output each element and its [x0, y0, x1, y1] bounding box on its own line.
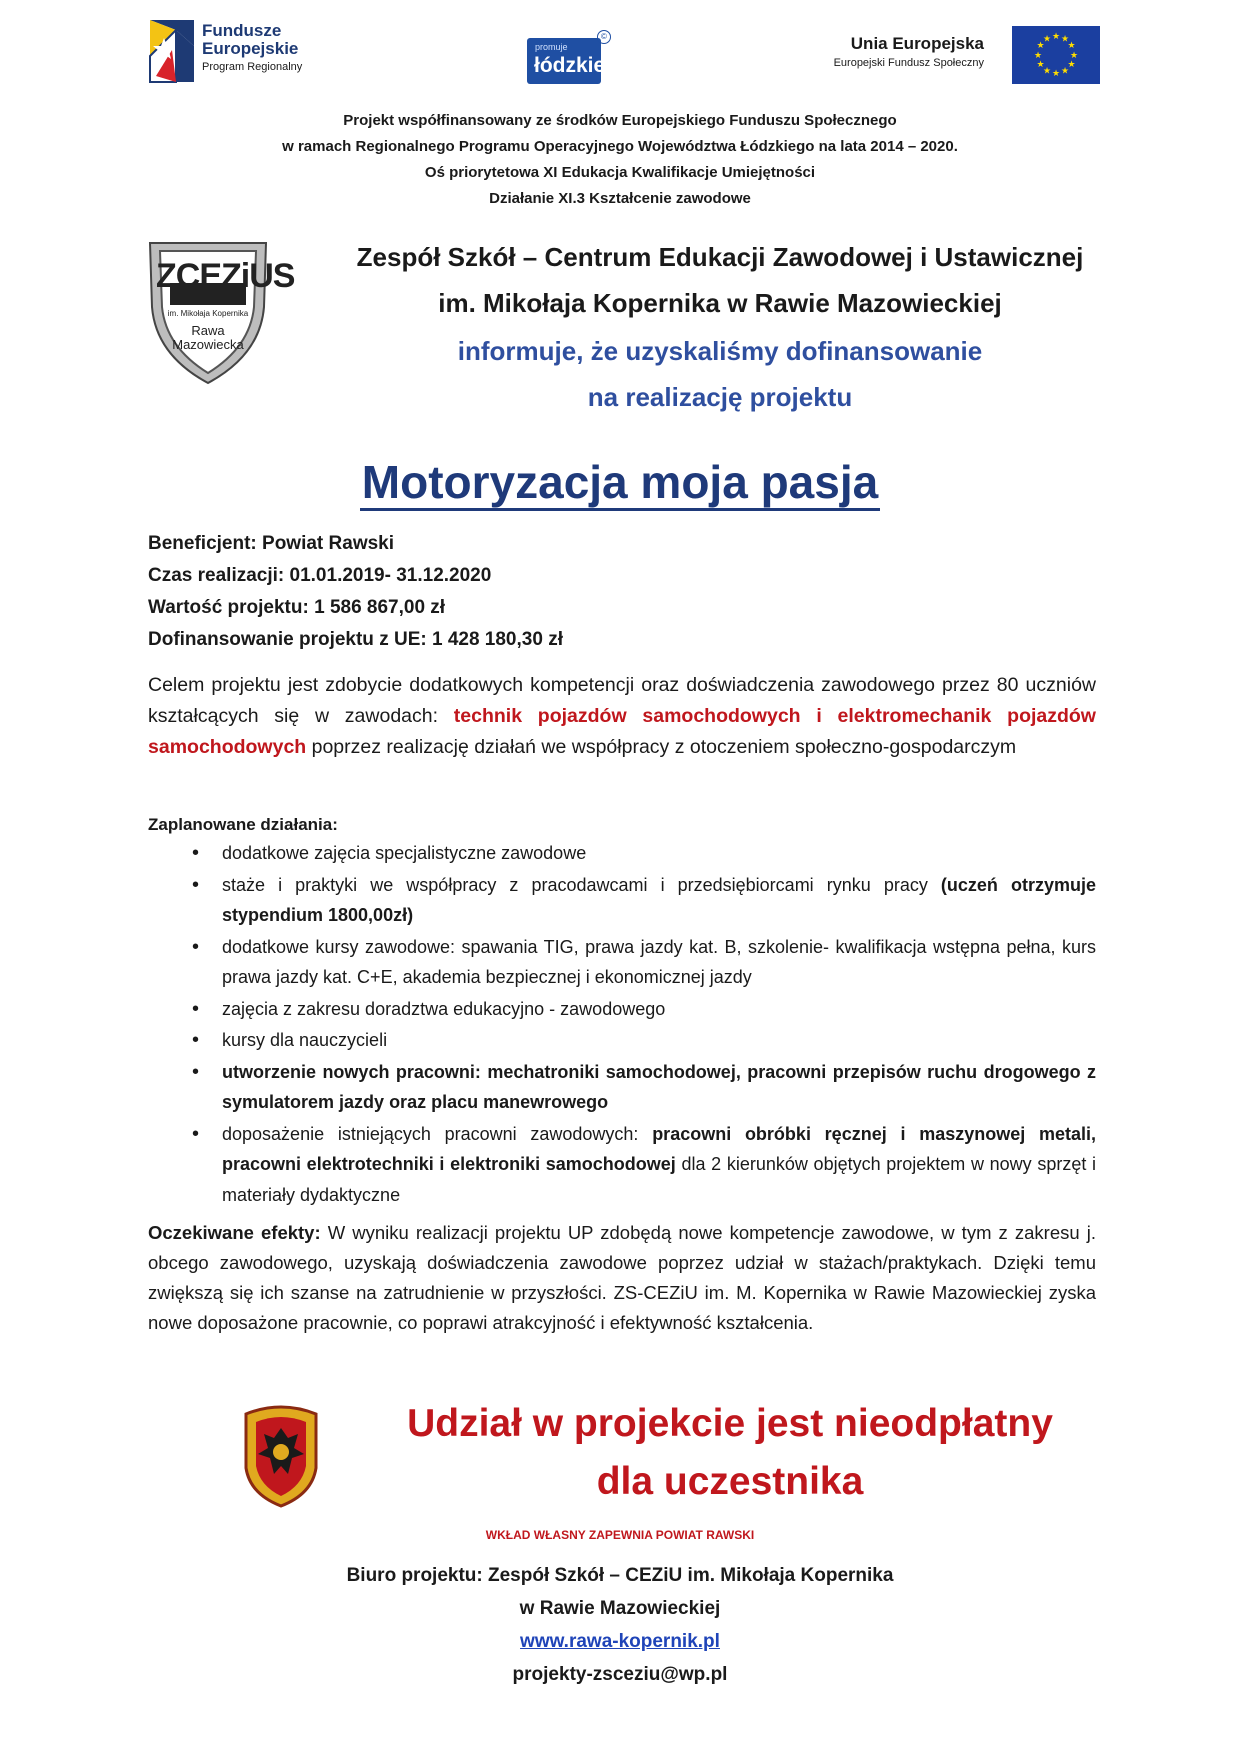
activity-1: dodatkowe zajęcia specjalistyczne zawodowe [222, 843, 587, 863]
school-logo-subtitle: im. Mikołaja Kopernika [167, 309, 249, 318]
list-item [148, 870, 1096, 931]
expected-effects-paragraph [148, 1218, 1096, 1338]
coat-of-arms-icon [236, 1398, 326, 1510]
lodzkie-badge [527, 38, 606, 84]
goal-text-2: poprzez realizację działań we współpracy z otoczeniem społeczno-gospodarczym [306, 736, 1017, 758]
contact-email: projekty-zsceziu@wp.pl [512, 1664, 728, 1685]
activities-list [148, 838, 1096, 1211]
school-name-line-2: im. Mikołaja Kopernika w Rawie Mazowieckiej [438, 288, 1002, 318]
implementation-period: Czas realizacji: 01.01.2019- 31.12.2020 [148, 565, 492, 586]
svg-text:★: ★ [1042, 66, 1052, 77]
office-line-2: w Rawie Mazowieckiej [519, 1598, 721, 1619]
unia-europejska-logo [800, 26, 1100, 86]
office-line-1: Biuro projektu: Zespół Szkół – CEZiU im. Mikołaja Kopernika [346, 1565, 894, 1586]
project-goal-paragraph [148, 670, 1096, 763]
project-info-line-1: Projekt współfinansowany ze środków Europejskiego Funduszu Społecznego [343, 112, 897, 129]
svg-text:★: ★ [1060, 66, 1070, 77]
svg-text:★: ★ [1036, 41, 1045, 51]
project-value: Wartość projektu: 1 586 867,00 zł [148, 597, 446, 618]
project-info-line-2: w ramach Regionalnego Programu Operacyjnego Województwa Łódzkiego na lata 2014 – 2020. [282, 138, 958, 155]
svg-text:★: ★ [1033, 51, 1043, 61]
website-row [0, 1631, 1240, 1653]
school-logo-city-2: Mazowiecka [172, 337, 244, 352]
ue-fund-name: Europejski Fundusz Społeczny [833, 57, 984, 69]
svg-text:★: ★ [1042, 34, 1052, 45]
lodzkie-small-text: promuje [535, 42, 568, 52]
fe-name-line2: Europejskie [202, 38, 299, 58]
svg-text:★: ★ [1067, 60, 1076, 70]
fe-program-label: Program Regionalny [202, 60, 303, 73]
effects-label: Oczekiwane efekty: [148, 1222, 321, 1243]
promuje-lodzkie-logo [527, 30, 611, 84]
fe-name-line1: Fundusze [202, 21, 282, 40]
funding-info-line-2: na realizację projektu [587, 382, 853, 412]
eu-funding: Dofinansowanie projektu z UE: 1 428 180,30 zł [148, 629, 563, 650]
project-title-text: Motoryzacja moja pasja [360, 456, 880, 511]
svg-text:★: ★ [1051, 69, 1061, 79]
fundusze-europejskie-mark-icon [146, 16, 198, 84]
fundusze-europejskie-logo [146, 14, 326, 86]
website-link[interactable]: www.rawa-kopernik.pl [520, 1631, 720, 1652]
activity-3: dodatkowe kursy zawodowe: spawania TIG, prawa jazdy kat. B, szkolenie- kwalifikacja wstępna pełna, kurs prawa jazdy kat. C+E, akademia bezpiecznej i ekonomicznej jazdy [222, 936, 1096, 987]
activity-7-end: dla 2 kierunków objętych projektem w nowy sprzęt i materiały dydaktyczne [222, 1154, 1097, 1205]
list-item [148, 1119, 1096, 1211]
activity-4: zajęcia z zakresu doradztwa edukacyjno - zawodowego [222, 998, 666, 1019]
school-name-line-1: Zespół Szkół – Centrum Edukacji Zawodowej i Ustawicznej [356, 242, 1084, 272]
copyright-icon: © [597, 30, 611, 44]
activity-2-stipend: (uczeń otrzymuje stypendium 1800,00zł) [222, 874, 1096, 925]
beneficiary: Beneficjent: Powiat Rawski [148, 533, 395, 554]
list-item [148, 994, 1096, 1025]
free-participation-line-2: dla uczestnika [596, 1460, 864, 1503]
activity-7-workshops: pracowni obróbki ręcznej i maszynowej metali, pracowni elektrotechniki i elektroniki samochodowej [222, 1123, 1096, 1174]
goal-text-1: Celem projektu jest zdobycie dodatkowych kompetencji oraz doświadczenia zawodowego przez 80 uczniów kształcących się w zawodach: [148, 674, 1096, 727]
activity-2: staże i praktyki we współpracy z pracodawcami i przedsiębiorcami rynku pracy [222, 874, 941, 895]
svg-text:★: ★ [1060, 34, 1070, 45]
activities-heading: Zaplanowane działania: [148, 815, 338, 834]
lodzkie-big-text: łódzkie [534, 54, 606, 77]
school-logo-city-1: Rawa [191, 323, 225, 338]
svg-text:★: ★ [1067, 41, 1076, 51]
project-info-line-4: Działanie XI.3 Kształcenie zawodowe [489, 190, 751, 207]
svg-text:★: ★ [1036, 60, 1045, 70]
own-contribution-note: WKŁAD WŁASNY ZAPEWNIA POWIAT RAWSKI [485, 1528, 755, 1542]
powiat-coat-of-arms [236, 1398, 326, 1510]
school-logo [140, 237, 295, 387]
list-item [148, 932, 1096, 993]
school-logo-letters: ZCEZiUS [156, 257, 295, 295]
list-item [148, 1025, 1096, 1056]
ue-name: Unia Europejska [850, 34, 984, 53]
activity-7: doposażenie istniejących pracowni zawodowych: [222, 1123, 653, 1144]
free-participation-line-1: Udział w projekcie jest nieodpłatny [407, 1402, 1053, 1445]
eu-flag-icon [1012, 26, 1100, 84]
svg-text:★: ★ [1051, 32, 1061, 42]
project-title [0, 455, 1240, 509]
activity-6: utworzenie nowych pracowni: mechatroniki samochodowej, pracowni przepisów ruchu drogowego z symulatorem jazdy oraz placu manewrowego [222, 1061, 1096, 1112]
funding-info-line-1: informuje, że uzyskaliśmy dofinansowanie [457, 336, 983, 366]
activity-5: kursy dla nauczycieli [222, 1030, 388, 1050]
list-item [148, 838, 1096, 869]
project-info-line-3: Oś priorytetowa XI Edukacja Kwalifikacje Umiejętności [424, 164, 816, 181]
effects-text: W wyniku realizacji projektu UP zdobędą nowe kompetencje zawodowe, w tym z zakresu j. obcego zawodowego, uzyskają doświadczenia zawodowe poprzez udział w stażach/praktykach. Dzięki temu zwiększą się ich szanse na zatrudnienie w przyszłości. ZS-CEZiU im. M. Kopernika w Rawie Mazowieckiej zyska nowe doposażone pracownie, co poprawi atrakcyjność i efektywność kształcenia. [148, 1222, 1096, 1333]
goal-professions: technik pojazdów samochodowych i elektromechanik pojazdów samochodowych [148, 705, 1096, 758]
project-facts [148, 528, 563, 656]
list-item [148, 1057, 1096, 1118]
svg-text:★: ★ [1069, 51, 1079, 61]
